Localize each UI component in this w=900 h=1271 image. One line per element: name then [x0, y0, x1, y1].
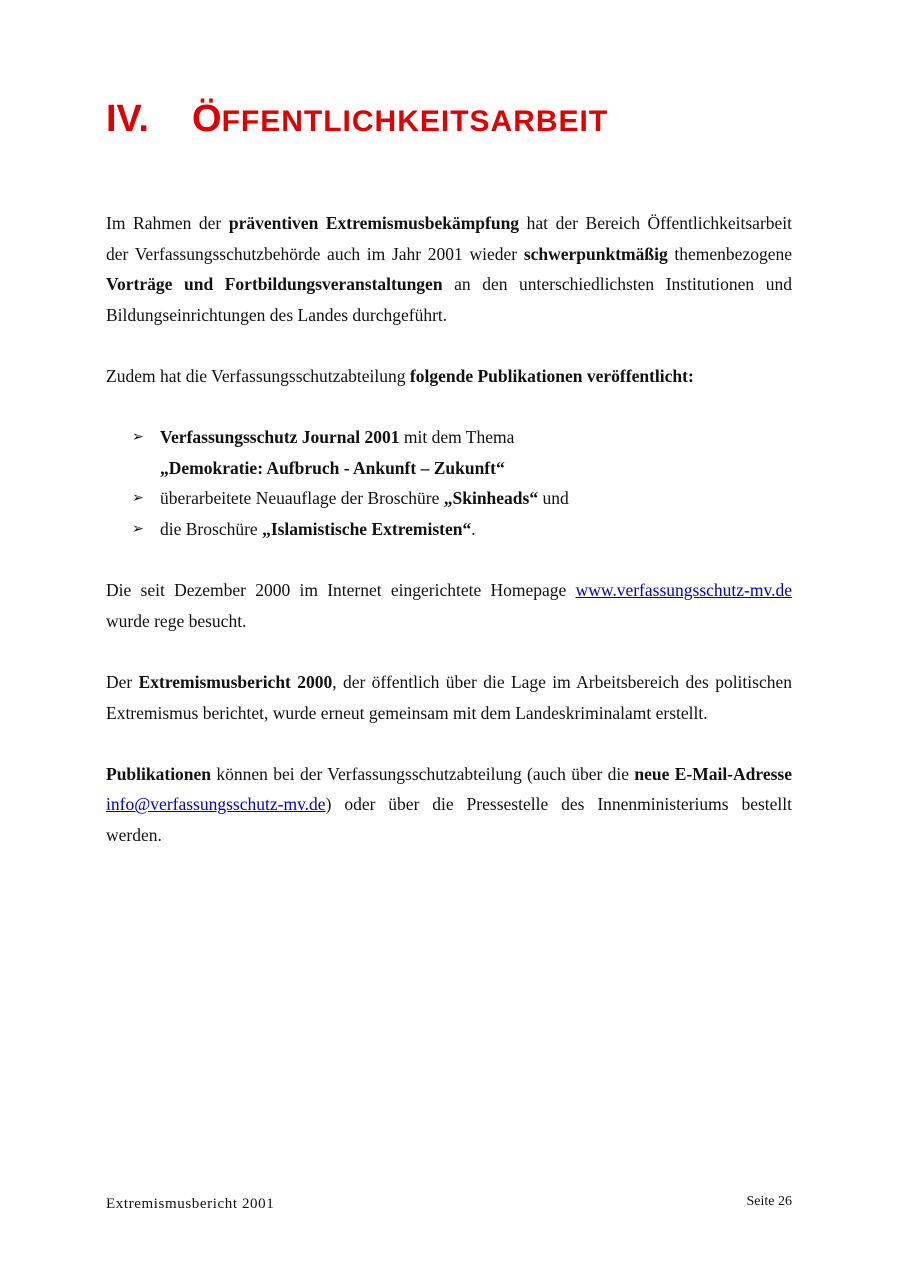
list-item — [106, 514, 792, 545]
email-link[interactable]: info@verfassungsschutz-mv.de — [106, 794, 326, 815]
arrow-bullet-icon: ➢ — [132, 520, 144, 537]
text-run: Im Rahmen der — [106, 213, 229, 233]
text-run: überarbeitete Neuauflage der Broschüre — [160, 488, 444, 509]
text-run: an den unterschiedlichsten Institutionen und Bildungseinrichtungen des Landes durchgeführt. — [106, 274, 792, 325]
paragraph-report — [106, 667, 792, 728]
bold-run: neue E-Mail-Adresse — [634, 763, 792, 784]
list-item — [106, 483, 792, 514]
bold-run: Verfassungsschutz Journal 2001 — [160, 427, 400, 448]
arrow-bullet-icon: ➢ — [132, 429, 144, 446]
text-run: hat der Bereich Öffentlichkeitsarbeit der Verfassungsschutzbehörde auch im Jahr 2001 wieder — [106, 213, 793, 264]
text-run: Zudem hat die Verfassungsschutzabteilung — [106, 365, 410, 386]
bold-run: präventiven Extremismusbekämpfung — [228, 213, 520, 233]
text-run: mit dem Thema — [399, 427, 515, 448]
text-run: themenbezogene — [667, 243, 793, 264]
bold-run: folgende Publikationen veröffentlicht: — [409, 365, 694, 386]
text-run: und — [538, 488, 569, 509]
homepage-link[interactable]: www.verfassungsschutz-mv.de — [575, 580, 792, 601]
bold-run: Extremismusbericht 2000 — [138, 671, 333, 692]
paragraph-ordering — [106, 759, 792, 851]
section-heading — [106, 100, 608, 138]
publication-list — [106, 422, 792, 544]
body-text — [106, 208, 792, 881]
text-run: , der öffentlich über die Lage im Arbeitsbereich des politischen Extremismus berichtet, wurde erneut gemeinsam mit dem Landeskriminalamt erstellt. — [106, 671, 792, 723]
bold-run: „Demokratie: Aufbruch - Ankunft – Zukunft“ — [160, 457, 505, 478]
bold-run: Publikationen — [106, 763, 212, 784]
text-run: wurde rege besucht. — [106, 610, 247, 631]
paragraph-homepage — [106, 575, 792, 636]
text-run: können bei der Verfassungsschutzabteilung (auch über die — [211, 763, 635, 784]
bold-run: „Skinheads“ — [443, 488, 539, 509]
bold-run: Vorträge und Fortbildungsveranstaltungen — [106, 274, 443, 295]
text-run: . — [471, 518, 476, 539]
text-run: Die seit Dezember 2000 im Internet eingerichtete Homepage — [106, 580, 576, 601]
paragraph-intro — [106, 208, 792, 330]
section-title-initial: Ö — [192, 98, 222, 140]
section-title-rest: FFENTLICHKEITSARBEIT — [221, 105, 609, 138]
footer-document-title: Extremismusbericht 2001 — [106, 1196, 275, 1212]
bold-run: „Islamistische Extremisten“ — [262, 518, 472, 539]
text-run: Der — [106, 671, 139, 692]
bold-run: schwerpunktmäßig — [523, 243, 668, 264]
list-item — [106, 422, 792, 483]
paragraph-publications-intro — [106, 361, 792, 392]
footer-page-number: Seite 26 — [746, 1194, 792, 1209]
arrow-bullet-icon: ➢ — [132, 490, 144, 507]
text-run: ) oder über die Pressestelle des Innenministeriums bestellt werden. — [106, 794, 792, 845]
section-number: IV. — [106, 98, 149, 140]
text-run: die Broschüre — [160, 518, 263, 539]
